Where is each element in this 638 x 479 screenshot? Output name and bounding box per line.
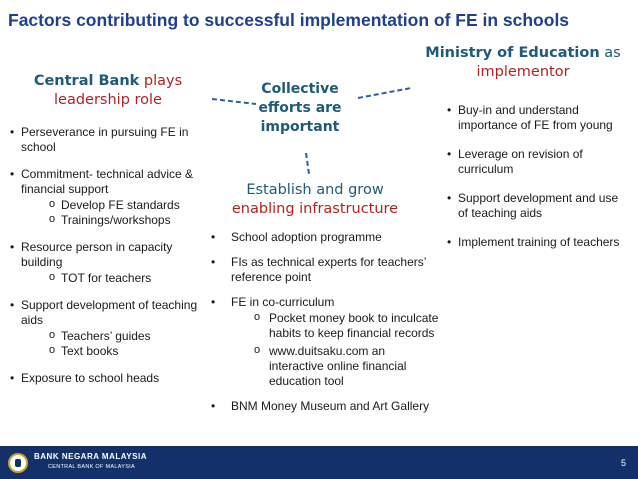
list-item-text: School adoption programme	[231, 230, 382, 244]
collective-heading	[246, 80, 354, 137]
connector-down	[306, 153, 309, 174]
central-bank-heading-bold: Central Bank	[33, 73, 140, 89]
infrastructure-line1: Establish and grow	[246, 182, 384, 198]
bank-logo-icon	[8, 453, 28, 473]
list-item-text: FIs as technical experts for teachers’ reference point	[231, 255, 426, 284]
central-bank-heading	[18, 72, 198, 110]
sub-list	[21, 329, 210, 359]
sub-list-item: o www.duitsaku.com an interactive online financial education tool	[231, 344, 439, 389]
central-bank-list	[10, 125, 210, 398]
collective-line2: efforts are	[258, 100, 342, 116]
list-item: • Buy-in and understand importance of FE from young	[447, 103, 627, 133]
sub-list	[231, 311, 439, 389]
ministry-heading-rest: as	[599, 45, 621, 61]
sub-list	[21, 198, 210, 228]
list-item	[209, 255, 439, 285]
list-item	[10, 298, 210, 359]
list-item	[209, 230, 439, 245]
list-item: • Leverage on revision of curriculum	[447, 147, 627, 177]
sub-list-item: o Develop FE standards	[21, 198, 210, 213]
list-item	[209, 399, 439, 414]
list-item-text: Exposure to school heads	[21, 371, 160, 385]
connector-right	[358, 88, 411, 98]
list-item	[10, 240, 210, 286]
ministry-heading	[412, 44, 634, 82]
sub-list-item: o Trainings/workshops	[21, 213, 210, 228]
sub-list-item: o Text books	[21, 344, 210, 359]
bank-subtitle: CENTRAL BANK OF MALAYSIA	[48, 464, 135, 470]
ministry-list	[447, 103, 627, 264]
infrastructure-list	[209, 230, 439, 424]
list-item	[209, 295, 439, 389]
central-bank-heading-line2: leadership role	[54, 92, 162, 108]
list-item-text: Commitment- technical advice & financial support	[21, 167, 194, 196]
infrastructure-heading	[205, 181, 425, 219]
list-item-text: Support development of teaching aids	[21, 298, 198, 327]
list-item-text: Perseverance in pursuing FE in school	[21, 125, 189, 154]
central-bank-heading-rest: plays	[139, 73, 183, 89]
slide-title: Factors contributing to successful implementation of FE in schools	[8, 10, 570, 30]
list-item-text: FE in co-curriculum	[231, 295, 335, 309]
list-item-text: Resource person in capacity building	[21, 240, 173, 269]
list-item	[10, 371, 210, 386]
collective-line3: important	[260, 119, 340, 135]
collective-line1: Collective	[261, 81, 339, 97]
bank-name: BANK NEGARA MALAYSIA	[34, 452, 147, 461]
list-item: • Support development and use of teaching aids	[447, 191, 627, 221]
list-item: • Implement training of teachers	[447, 235, 627, 250]
sub-list-item: o TOT for teachers	[21, 271, 210, 286]
list-item	[10, 167, 210, 228]
list-item	[10, 125, 210, 155]
footer-bar	[0, 446, 638, 479]
ministry-heading-line2: implementor	[476, 64, 570, 80]
sub-list-item: o Pocket money book to inculcate habits to keep financial records	[231, 311, 439, 341]
sub-list-item: o Teachers’ guides	[21, 329, 210, 344]
list-item-text: BNM Money Museum and Art Gallery	[231, 399, 430, 413]
sub-list	[21, 271, 210, 286]
ministry-heading-bold: Ministry of Education	[425, 45, 600, 61]
infrastructure-line2: enabling infrastructure	[231, 201, 399, 217]
page-number: 5	[620, 458, 626, 468]
